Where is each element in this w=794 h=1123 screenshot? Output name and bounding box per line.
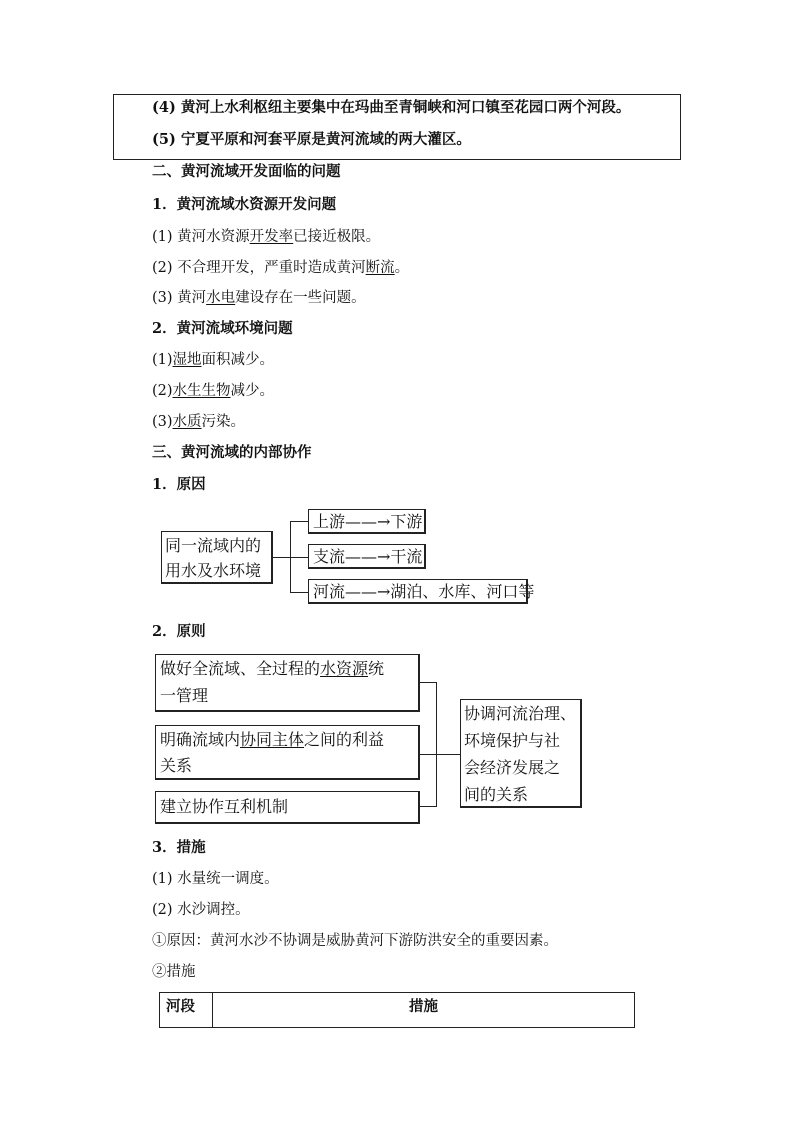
principle-box-1: 做好全流域、全过程的水资源统 一管理 [155, 654, 420, 712]
list-item: (3)水质污染。 [152, 414, 246, 430]
table-header-cell: 河段 [160, 993, 213, 1028]
connector-line [420, 754, 460, 755]
connector-line [290, 592, 308, 593]
arrow-icon: ——→ [345, 582, 391, 601]
reason-box-upstream: 上游——→下游 [308, 509, 426, 534]
measure-label: ②措施 [152, 964, 196, 980]
list-item: (1) 黄河水资源开发率已接近极限。 [152, 229, 381, 245]
box-line-4: (4) 黄河上水利枢纽主要集中在玛曲至青铜峡和河口镇至花园口两个河段。 [152, 99, 631, 116]
list-item: (2)水生生物减少。 [152, 383, 275, 399]
principle-right-box: 协调河流治理、 环境保护与社 会经济发展之 间的关系 [460, 699, 582, 808]
connector-line [420, 806, 436, 807]
blank-answer: 水质 [172, 414, 202, 430]
blank-answer: 水生生物 [172, 383, 231, 399]
blank-answer: 水电 [206, 290, 236, 306]
blank-answer: 协同主体 [240, 730, 305, 749]
section-3-title: 三、黄河流域的内部协作 [152, 444, 312, 461]
blank-answer: 湿地 [172, 352, 202, 368]
principle-box-2: 明确流域内协同主体之间的利益 关系 [155, 725, 420, 780]
arrow-icon: ——→ [345, 547, 391, 566]
cause-line: ①原因：黄河水沙不协调是威胁黄河下游防洪安全的重要因素。 [152, 933, 558, 949]
list-item: (1)湿地面积减少。 [152, 352, 275, 368]
measures-title: 3．措施 [152, 839, 206, 856]
table-header-cell: 措施 [213, 993, 635, 1028]
reason-title: 1．原因 [152, 476, 206, 493]
reason-box-tributary: 支流——→干流 [308, 544, 426, 569]
principle-title: 2．原则 [152, 623, 206, 640]
blank-answer: 水资源 [320, 659, 369, 678]
principle-box-3: 建立协作互利机制 [155, 791, 420, 824]
connector-line [436, 682, 437, 807]
subsection-2-2-title: 2．黄河流域环境问题 [152, 320, 293, 337]
subsection-2-1-title: 1．黄河流域水资源开发问题 [152, 196, 337, 213]
table-row [160, 993, 635, 1028]
measures-table [159, 992, 635, 1028]
blank-answer: 开发率 [249, 229, 294, 245]
list-item: (2) 不合理开发，严重时造成黄河断流。 [152, 260, 410, 276]
list-item: (3) 黄河水电建设存在一些问题。 [152, 290, 366, 306]
connector-line [273, 557, 290, 558]
connector-line [290, 557, 308, 558]
reason-box-river: 河流——→湖泊、水库、河口等 [308, 579, 528, 604]
blank-answer: 断流 [365, 260, 395, 276]
section-2-title: 二、黄河流域开发面临的问题 [152, 163, 341, 180]
list-item: (1) 水量统一调度。 [152, 871, 279, 887]
reason-left-box: 同一流域内的 用水及水环境 [161, 531, 273, 584]
arrow-icon: ——→ [345, 512, 391, 531]
box-line-5: (5) 宁夏平原和河套平原是黄河流域的两大灌区。 [152, 131, 471, 148]
list-item: (2) 水沙调控。 [152, 902, 250, 918]
connector-line [290, 521, 308, 522]
connector-line [420, 682, 436, 683]
